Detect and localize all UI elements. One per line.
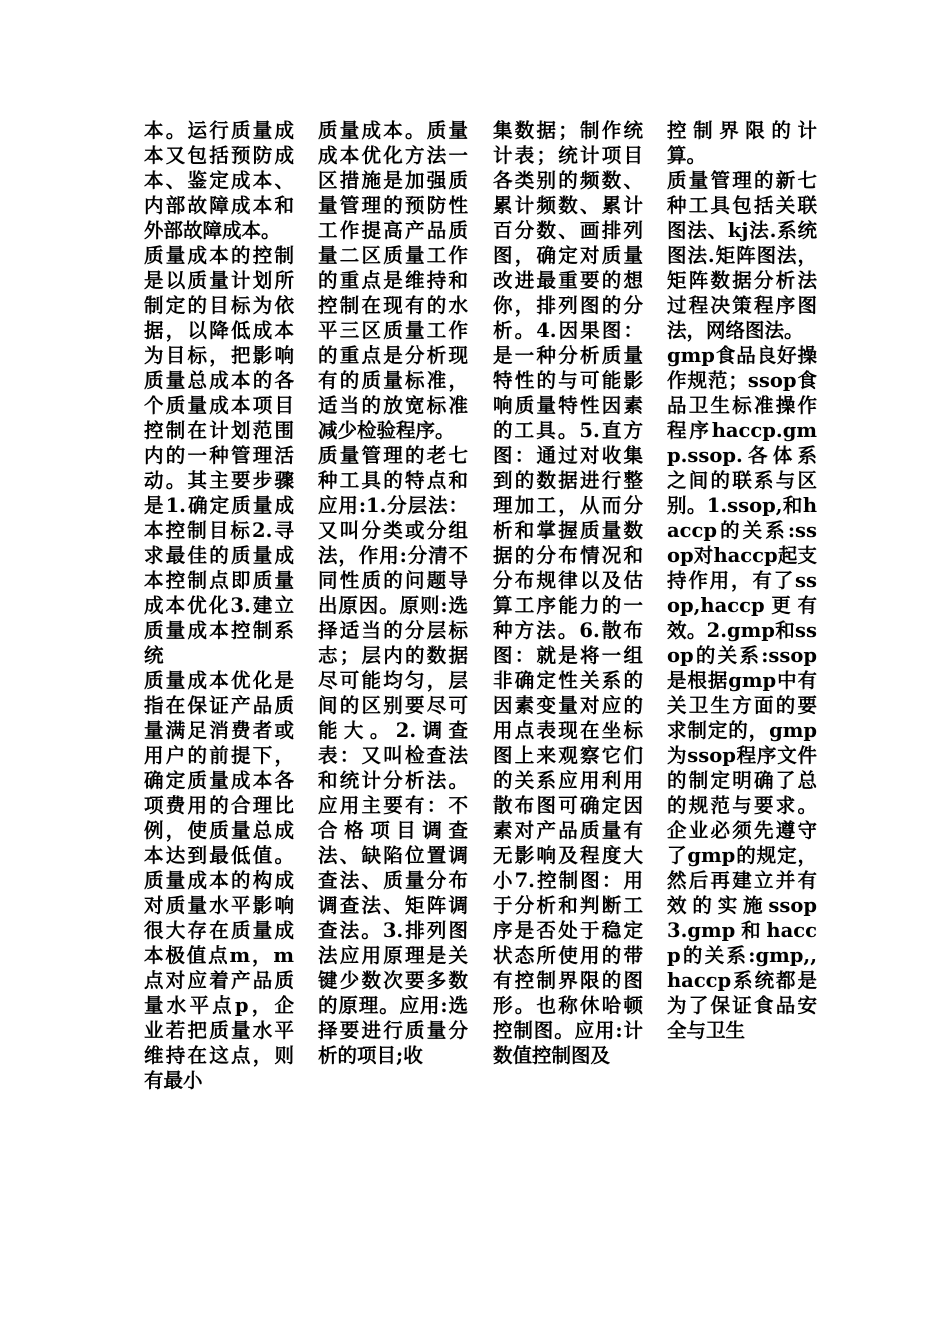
paragraph: 质量成本。质量成本优化方法一区措施是加强质量管理的预防性工作提高产品质量二区质量工作的重点是维持和控制在现有的水平三区质量工作的重点是分析现有的质量标准，适当的放宽标准减少检验程序。 [318, 119, 468, 442]
paragraph: 控制界限的计算。 [667, 119, 817, 167]
paragraph: 质量成本的控制是以质量计划所制定的目标为依据，以降低成本为目标，把影响质量总成本的各个质量成本项目控制在计划范围内的一种管理活动。其主要步骤是1.确定质量成本控制目标2.寻求最佳的质量成本控制点即质量成本优化3.建立质量成本控制系统 [144, 244, 294, 667]
text-column-4 [667, 118, 817, 1043]
text-column-3 [493, 118, 643, 1068]
paragraph: 质量管理的新七种工具包括关联图法、kj法.系统图法.矩阵图法，矩阵数据分析法过程决策程序图法，网络图法。 [667, 169, 817, 342]
text-column-1 [144, 118, 294, 1093]
paragraph: 质量管理的老七种工具的特点和应用:1.分层法：又叫分类或分组法，作用:分清不同性质的问题导出原因。原则:选择适当的分层标志；层内的数据尽可能均匀，层间的区别要尽可能大。2.调查表：又叫检查法和统计分析法。应用主要有：不合格项目调查法、缺陷位置调查法、质量分布调查法、矩阵调查法。3.排列图法应用原理是关键少数次要多数的原理。应用:选择要进行质量分析的项目;收 [318, 444, 468, 1067]
paragraph: gmp食品良好操作规范；ssop食品卫生标准操作程序haccp.gmp.ssop.各体系之间的联系与区别。1.ssop,和haccp的关系:ssop对haccp起支持作用，有了ssop,haccp更有效。2.gmp和ssop的关系:ssop是根据gmp中有关卫生方面的要求制定的，gmp为ssop程序文件的制定明确了总的规范与要求。企业必须先遵守了gmp的规定，然后再建立并有效的实施ssop 3.gmp和haccp的关系:gmp,,haccp系统都是为了保证食品安全与卫生 [667, 344, 817, 1042]
paragraph: 集数据；制作统计表；统计项目各类别的频数、累计频数、累计百分数、画排列图，确定对质量改进最重要的想你，排列图的分析。4.因果图：是一种分析质量特性的与可能影响质量特性因素的工具。5.直方图：通过对收集到的数据进行整理加工，从而分析和掌握质量数据的分布情况和分布规律以及估算工序能力的一种方法。6.散布图：就是将一组非确定性关系的因素变量对应的用点表现在坐标图上来观察它们的关系应用利用散布图可确定因素对产品质量有无影响及程度大小7.控制图：用于分析和判断工序是否处于稳定状态所使用的带有控制界限的图形。也称休哈顿控制图。应用:计数值控制图及 [493, 119, 643, 1067]
text-column-2 [318, 118, 468, 1068]
paragraph: 质量成本优化是指在保证产品质量满足消费者或用户的前提下，确定质量成本各项费用的合理比例，使质量总成本达到最低值。质量成本的构成对质量水平影响很大存在质量成本极值点m，m点对应着产品质量水平点p，企业若把质量水平维持在这点，则有最小 [144, 669, 294, 1092]
paragraph: 本。运行质量成本又包括预防成本、鉴定成本、内部故障成本和外部故障成本。 [144, 119, 294, 242]
